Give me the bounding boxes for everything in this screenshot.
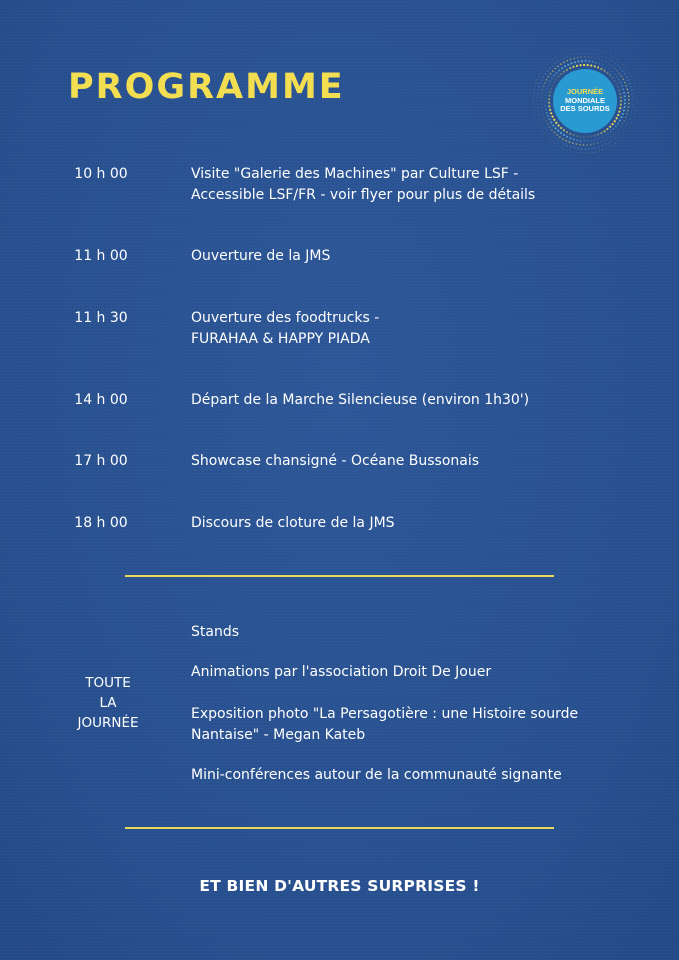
schedule-time: 11 h 00 [74,248,128,264]
jms-logo [531,47,639,155]
schedule-line: Départ de la Marche Silencieuse (environ 1h30') [191,392,530,408]
schedule-time: 17 h 00 [74,453,128,469]
logo-disc [553,69,617,133]
schedule-line: Ouverture de la JMS [191,248,331,264]
allday-label-line: JOURNÉE [77,715,139,731]
logo-line-3: DES SOURDS [560,104,610,114]
divider-bottom [125,827,554,829]
divider-top [125,575,554,577]
allday-item [191,765,611,786]
schedule-line: Accessible LSF/FR - voir flyer pour plus de détails [191,187,536,203]
schedule-description [191,451,611,472]
allday-item [191,622,611,643]
schedule-line: Visite "Galerie des Machines" par Culture LSF - [191,166,519,182]
logo-line-2: MONDIALE [565,95,605,105]
allday-item-line: Stands [191,624,240,640]
schedule-description [191,390,611,411]
allday-item-line: Nantaise" - Megan Kateb [191,727,366,743]
allday-label-line: LA [99,695,117,711]
schedule-time: 18 h 00 [74,515,128,531]
schedule-description [191,513,611,534]
allday-item-line: Exposition photo "La Persagotière : une Histoire sourde [191,706,579,722]
schedule-description [191,246,611,267]
allday-label [62,673,154,733]
schedule-time: 14 h 00 [74,392,128,408]
allday-item [191,704,611,746]
allday-item [191,662,611,683]
allday-item-line: Animations par l'association Droit De Jouer [191,664,492,680]
footer-tagline: ET BIEN D'AUTRES SURPRISES ! [199,877,480,895]
schedule-line: Discours de cloture de la JMS [191,515,395,531]
schedule-time: 11 h 30 [74,310,128,326]
schedule-line: Ouverture des foodtrucks - [191,310,380,326]
schedule-line: FURAHAA & HAPPY PIADA [191,331,370,347]
schedule-description [191,164,611,206]
schedule-line: Showcase chansigné - Océane Bussonais [191,453,480,469]
schedule-description [191,308,611,350]
schedule-time: 10 h 00 [74,166,128,182]
allday-item-line: Mini-conférences autour de la communauté signante [191,767,562,783]
allday-label-line: TOUTE [85,675,131,691]
page-title: PROGRAMME [68,67,345,107]
logo-line-1: JOURNÉE [566,87,604,97]
